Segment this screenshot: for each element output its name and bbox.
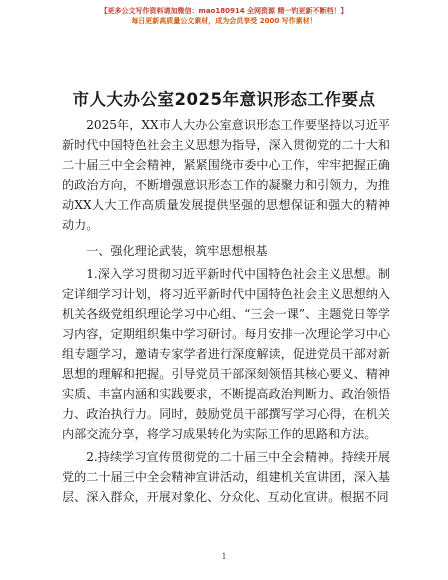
item-1-body: 制定详细学习计划，将习近平新时代中国特色社会主义思想纳入机关各级党组织理论学习中心组、“三会一课”、主题党日等学习内容，定期组织集中学习研讨。每月安排一次理论学习中心组专题学习，邀请专家学者进行深度解读，促进党员干部对新思想的理解和把握。引导党员干部深刻领悟其核心要义、精神实质、丰富内涵和实践要求，不断提高政治判断力、政治领悟力、政治执行力。同时，鼓励党员干部撰写学习心得，在机关内部交流分享，将学习成果转化为实际工作的思路和方法。 [62, 266, 390, 442]
promo-banner [0, 6, 448, 26]
page-number: 1 [221, 552, 227, 561]
document-body [62, 115, 390, 507]
promo-line-2: 每日更新高质量公文素材，成为会员享受 2000 写作素材！ [131, 17, 317, 25]
intro-paragraph: 2025年，XX市人大办公室意识形态工作要坚持以习近平新时代中国特色社会主义思想为指导，深入贯彻党的二十大和二十届三中全会精神，紧紧围绕市委中心工作，牢牢把握正确的政治方向，不断增强意识形态工作的凝聚力和引领力，为推动XX人大工作高质量发展提供坚强的思想保证和强大的精神动力。 [62, 118, 390, 233]
document-title: 市人大办公室2025年意识形态工作要点 [72, 90, 376, 109]
item-2-paragraph [62, 447, 390, 507]
section-heading: 一、强化理论武装，筑牢思想根基 [86, 243, 268, 258]
item-1-title: 1.深入学习贯彻习近平新时代中国特色社会主义思想。 [86, 266, 378, 281]
item-1-paragraph [62, 264, 390, 445]
item-2-title: 2.持续学习宣传贯彻党的二十届三中全会精神。 [86, 449, 342, 464]
item-2-body: 持续开展党的二十届三中全会精神宣讲活动，组建机关宣讲团，深入基层、深入群众，开展对象化、分众化、互动化宣讲。根据不同 [62, 449, 390, 504]
promo-line-1: 【更多公文写作资料请加微信：mao180914 全网资源 精一钓更新不断档！】 [100, 7, 348, 15]
